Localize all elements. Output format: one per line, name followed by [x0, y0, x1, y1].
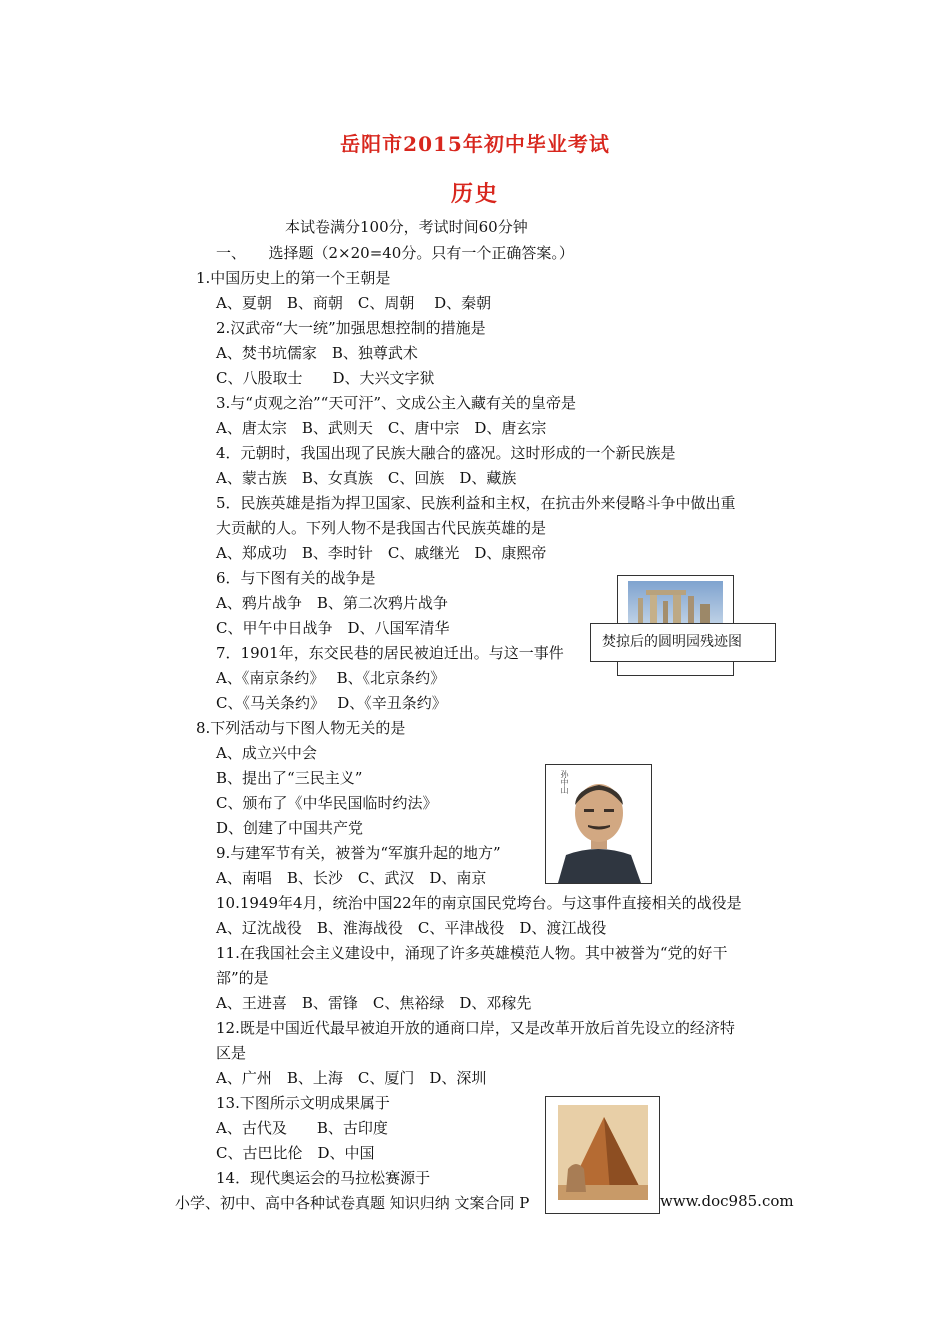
- question-line: D、创建了中国共产党: [216, 819, 364, 837]
- question-line: 12.既是中国近代最早被迫开放的通商口岸，又是改革开放后首先设立的经济特: [216, 1019, 735, 1037]
- footer-text: 小学、初中、高中各种试卷真题 知识归纳 文案合同 P: [175, 1194, 530, 1212]
- section-heading: 一、 选择题（2×20=40分。只有一个正确答案。）: [216, 244, 574, 262]
- question-line: A、成立兴中会: [216, 744, 317, 762]
- question-line: C、《马关条约》 D、《辛丑条约》: [216, 694, 447, 712]
- footer-url[interactable]: www.doc985.com: [660, 1192, 794, 1210]
- exam-info: 本试卷满分100分，考试时间60分钟: [285, 218, 528, 236]
- question-line: A、蒙古族 B、女真族 C、回族 D、藏族: [216, 469, 517, 487]
- question-line: 部”的是: [216, 969, 269, 987]
- question-line: 大贡献的人。下列人物不是我国古代民族英雄的是: [216, 519, 547, 537]
- question-line: 10.1949年4月，统治中国22年的南京国民党垮台。与这事件直接相关的战役是: [216, 894, 742, 912]
- portrait-label: 孙中山: [560, 770, 569, 794]
- question-line: A、鸦片战争 B、第二次鸦片战争: [216, 594, 448, 612]
- question-line: A、焚书坑儒家 B、独尊武术: [216, 344, 418, 362]
- question-line: 区是: [216, 1044, 247, 1062]
- question-line: A、南唱 B、长沙 C、武汉 D、南京: [216, 869, 487, 887]
- question-line: C、八股取士 D、大兴文字狱: [216, 369, 435, 387]
- question-line: 7．1901年，东交民巷的居民被迫迁出。与这一事件: [216, 644, 564, 662]
- question-line: A、王进喜 B、雷锋 C、焦裕绿 D、邓稼先: [216, 994, 532, 1012]
- question-line: A、广州 B、上海 C、厦门 D、深圳: [216, 1069, 487, 1087]
- question-line: C、古巴比伦 D、中国: [216, 1144, 375, 1162]
- question-line: 5．民族英雄是指为捍卫国家、民族利益和主权，在抗击外来侵略斗争中做出重: [216, 494, 736, 512]
- footer: [175, 1192, 794, 1213]
- subject-title: 历史: [450, 181, 499, 207]
- ruins-caption-box: [590, 623, 776, 662]
- question-line: 4．元朝时，我国出现了民族大融合的盛况。这时形成的一个新民族是: [216, 444, 676, 462]
- exam-title: 岳阳市2015年初中毕业考试: [340, 132, 610, 156]
- question-line: A、郑成功 B、李时针 C、戚继光 D、康熙帝: [216, 544, 547, 562]
- question-line: 8.下列活动与下图人物无关的是: [196, 719, 406, 737]
- question-line: 2.汉武帝“大一统”加强思想控制的措施是: [216, 319, 486, 337]
- pyramid-image: [545, 1096, 660, 1214]
- ruins-caption: 焚掠后的圆明园残迹图: [602, 634, 742, 650]
- question-line: A、夏朝 B、商朝 C、周朝 D、秦朝: [216, 294, 492, 312]
- question-line: 3.与“贞观之治”“天可汗”、文成公主入藏有关的皇帝是: [216, 394, 576, 412]
- question-line: A、唐太宗 B、武则天 C、唐中宗 D、唐玄宗: [216, 419, 547, 437]
- question-line: A、辽沈战役 B、淮海战役 C、平津战役 D、渡江战役: [216, 919, 607, 937]
- question-line: A、古代及 B、古印度: [216, 1119, 388, 1137]
- question-line: C、颁布了《中华民国临时约法》: [216, 794, 438, 812]
- portrait-image: [545, 764, 652, 884]
- question-line: 14．现代奥运会的马拉松赛源于: [216, 1169, 431, 1187]
- pyramid-icon: [546, 1097, 659, 1213]
- question-line: C、甲午中日战争 D、八国军清华: [216, 619, 450, 637]
- question-line: 13.下图所示文明成果属于: [216, 1094, 390, 1112]
- question-line: B、提出了“三民主义”: [216, 769, 363, 787]
- question-line: 11.在我国社会主义建设中，涌现了许多英雄模范人物。其中被誉为“党的好干: [216, 944, 728, 962]
- question-line: A、《南京条约》 B、《北京条约》: [216, 669, 446, 687]
- question-line: 1.中国历史上的第一个王朝是: [196, 269, 391, 287]
- question-line: 9.与建军节有关，被誉为“军旗升起的地方”: [216, 844, 501, 862]
- question-line: 6．与下图有关的战争是: [216, 569, 376, 587]
